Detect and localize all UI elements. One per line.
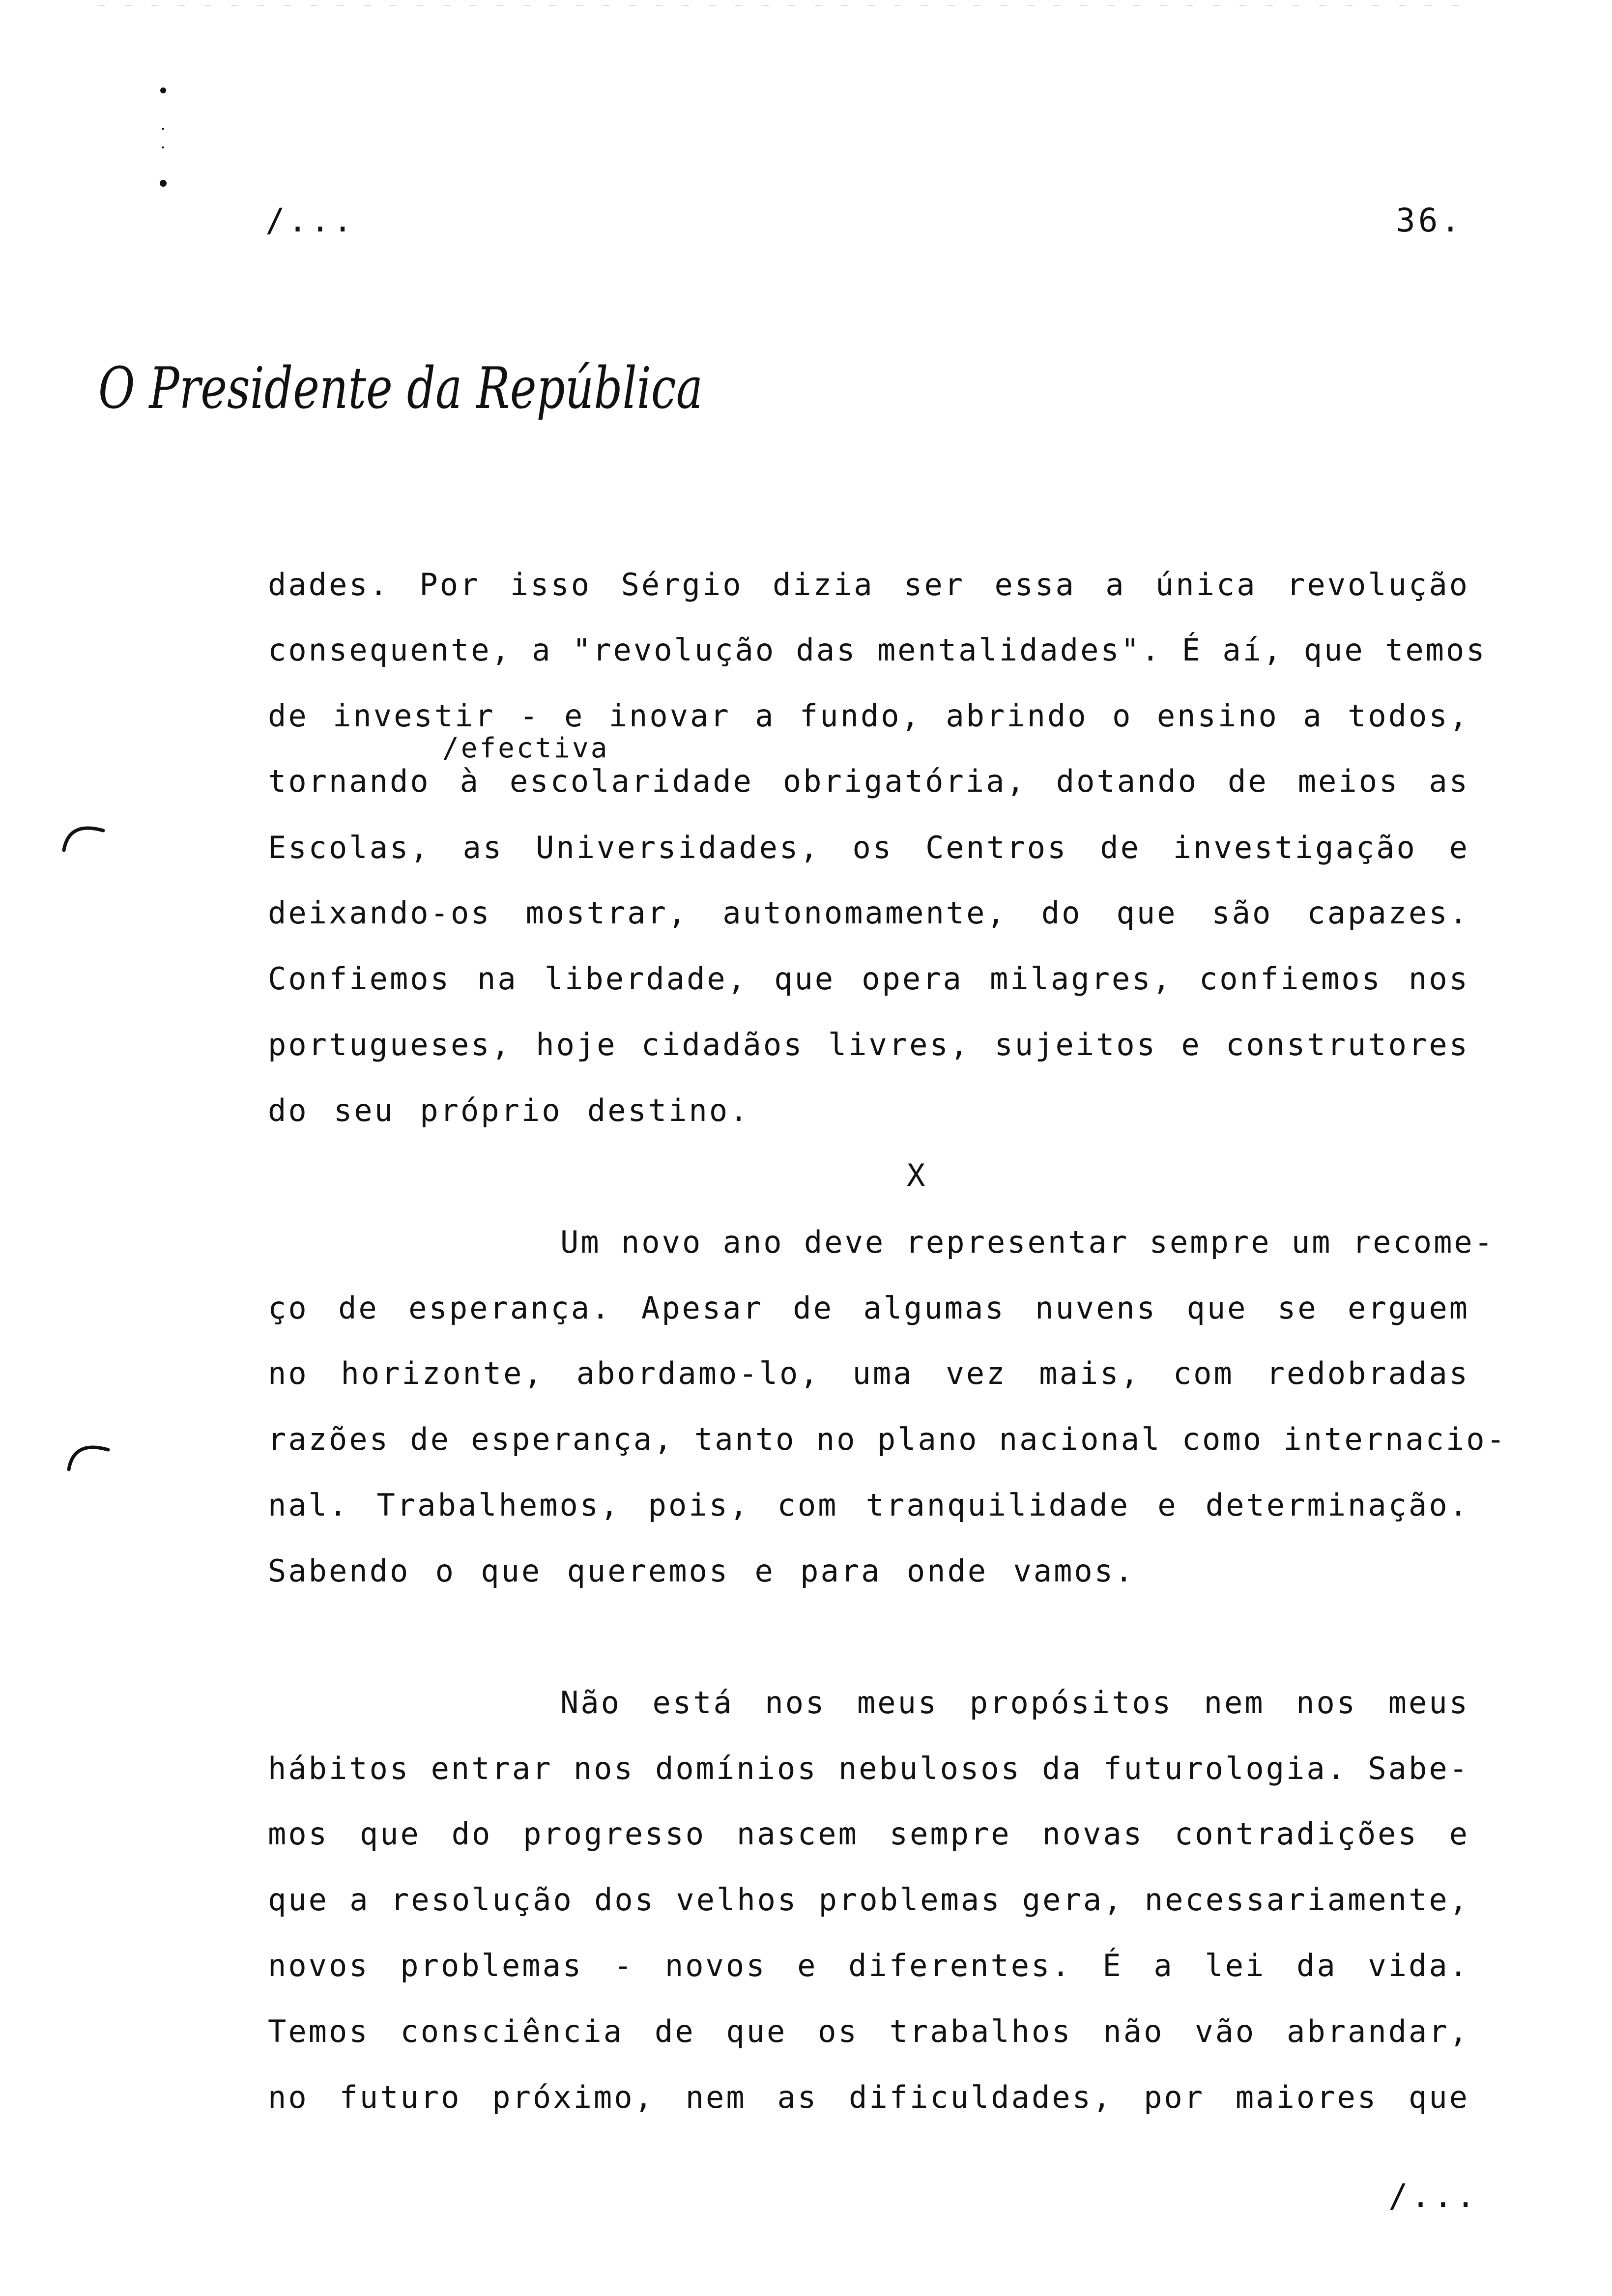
letterhead-logo [93, 344, 713, 437]
paragraph2-line: ço de esperança. Apesar de algumas nuvens que se erguem [268, 1290, 1469, 1326]
paragraph3-line: hábitos entrar nos domínios nebulosos da futurologia. Sabe- [268, 1751, 1469, 1786]
punch-mark [162, 146, 164, 148]
paragraph1-line: do seu próprio destino. [268, 1092, 750, 1128]
paragraph3-line: Temos consciência de que os trabalhos não vão abrandar, [268, 2013, 1469, 2049]
paragraph3-line: Não está nos meus propósitos nem nos meus [560, 1685, 1469, 1721]
page-number: 36. [1396, 201, 1464, 239]
paragraph1-line: de investir - e inovar a fundo, abrindo o ensino a todos, [268, 698, 1469, 734]
punch-mark [160, 87, 166, 93]
handwritten-insertion: /efectiva [442, 732, 609, 764]
paragraph2-line: razões de esperança, tanto no plano nacional como internacio- [268, 1421, 1507, 1457]
margin-arc-mark [64, 1435, 113, 1474]
paragraph1-line: dades. Por isso Sérgio dizia ser essa a única revolução [268, 567, 1469, 603]
paragraph2-line: no horizonte, abordamo-lo, uma vez mais, com redobradas [268, 1355, 1469, 1391]
paragraph1-line: consequente, a "revolução das mentalidades". É aí, que temos [268, 632, 1487, 668]
paragraph3-line: mos que do progresso nascem sempre novas contradições e [268, 1816, 1469, 1852]
letterhead-text: O Presidente da República [98, 355, 703, 422]
punch-mark [162, 128, 164, 130]
paragraph1-line: Confiemos na liberdade, que opera milagres, confiemos nos [268, 961, 1469, 997]
paragraph2-line: nal. Trabalhemos, pois, com tranquilidade e determinação. [268, 1487, 1469, 1523]
paragraph2-line: Um novo ano deve representar sempre um recome- [560, 1224, 1495, 1260]
paragraph3-line: no futuro próximo, nem as dificuldades, por maiores que [268, 2079, 1469, 2115]
margin-arc-mark [59, 816, 108, 855]
paragraph1-line: Escolas, as Universidades, os Centros de investigação e [268, 830, 1469, 865]
continuation-marker-bottom: /... [1388, 2177, 1478, 2215]
paragraph2-line: Sabendo o que queremos e para onde vamos. [268, 1553, 1135, 1589]
paragraph1-line: deixando-os mostrar, autonomamente, do que são capazes. [268, 895, 1469, 931]
paragraph1-line: portugueses, hoje cidadãos livres, sujeitos e construtores [268, 1027, 1469, 1062]
paragraph3-line: novos problemas - novos e diferentes. É a lei da vida. [268, 1948, 1469, 1983]
scan-artifact [0, 4, 1612, 7]
section-marker: X [907, 1157, 925, 1193]
continuation-marker-top: /... [265, 201, 355, 239]
paragraph3-line: que a resolução dos velhos problemas gera, necessariamente, [268, 1882, 1469, 1918]
punch-mark [160, 180, 167, 187]
paragraph1-line: tornando à escolaridade obrigatória, dotando de meios as [268, 763, 1469, 799]
